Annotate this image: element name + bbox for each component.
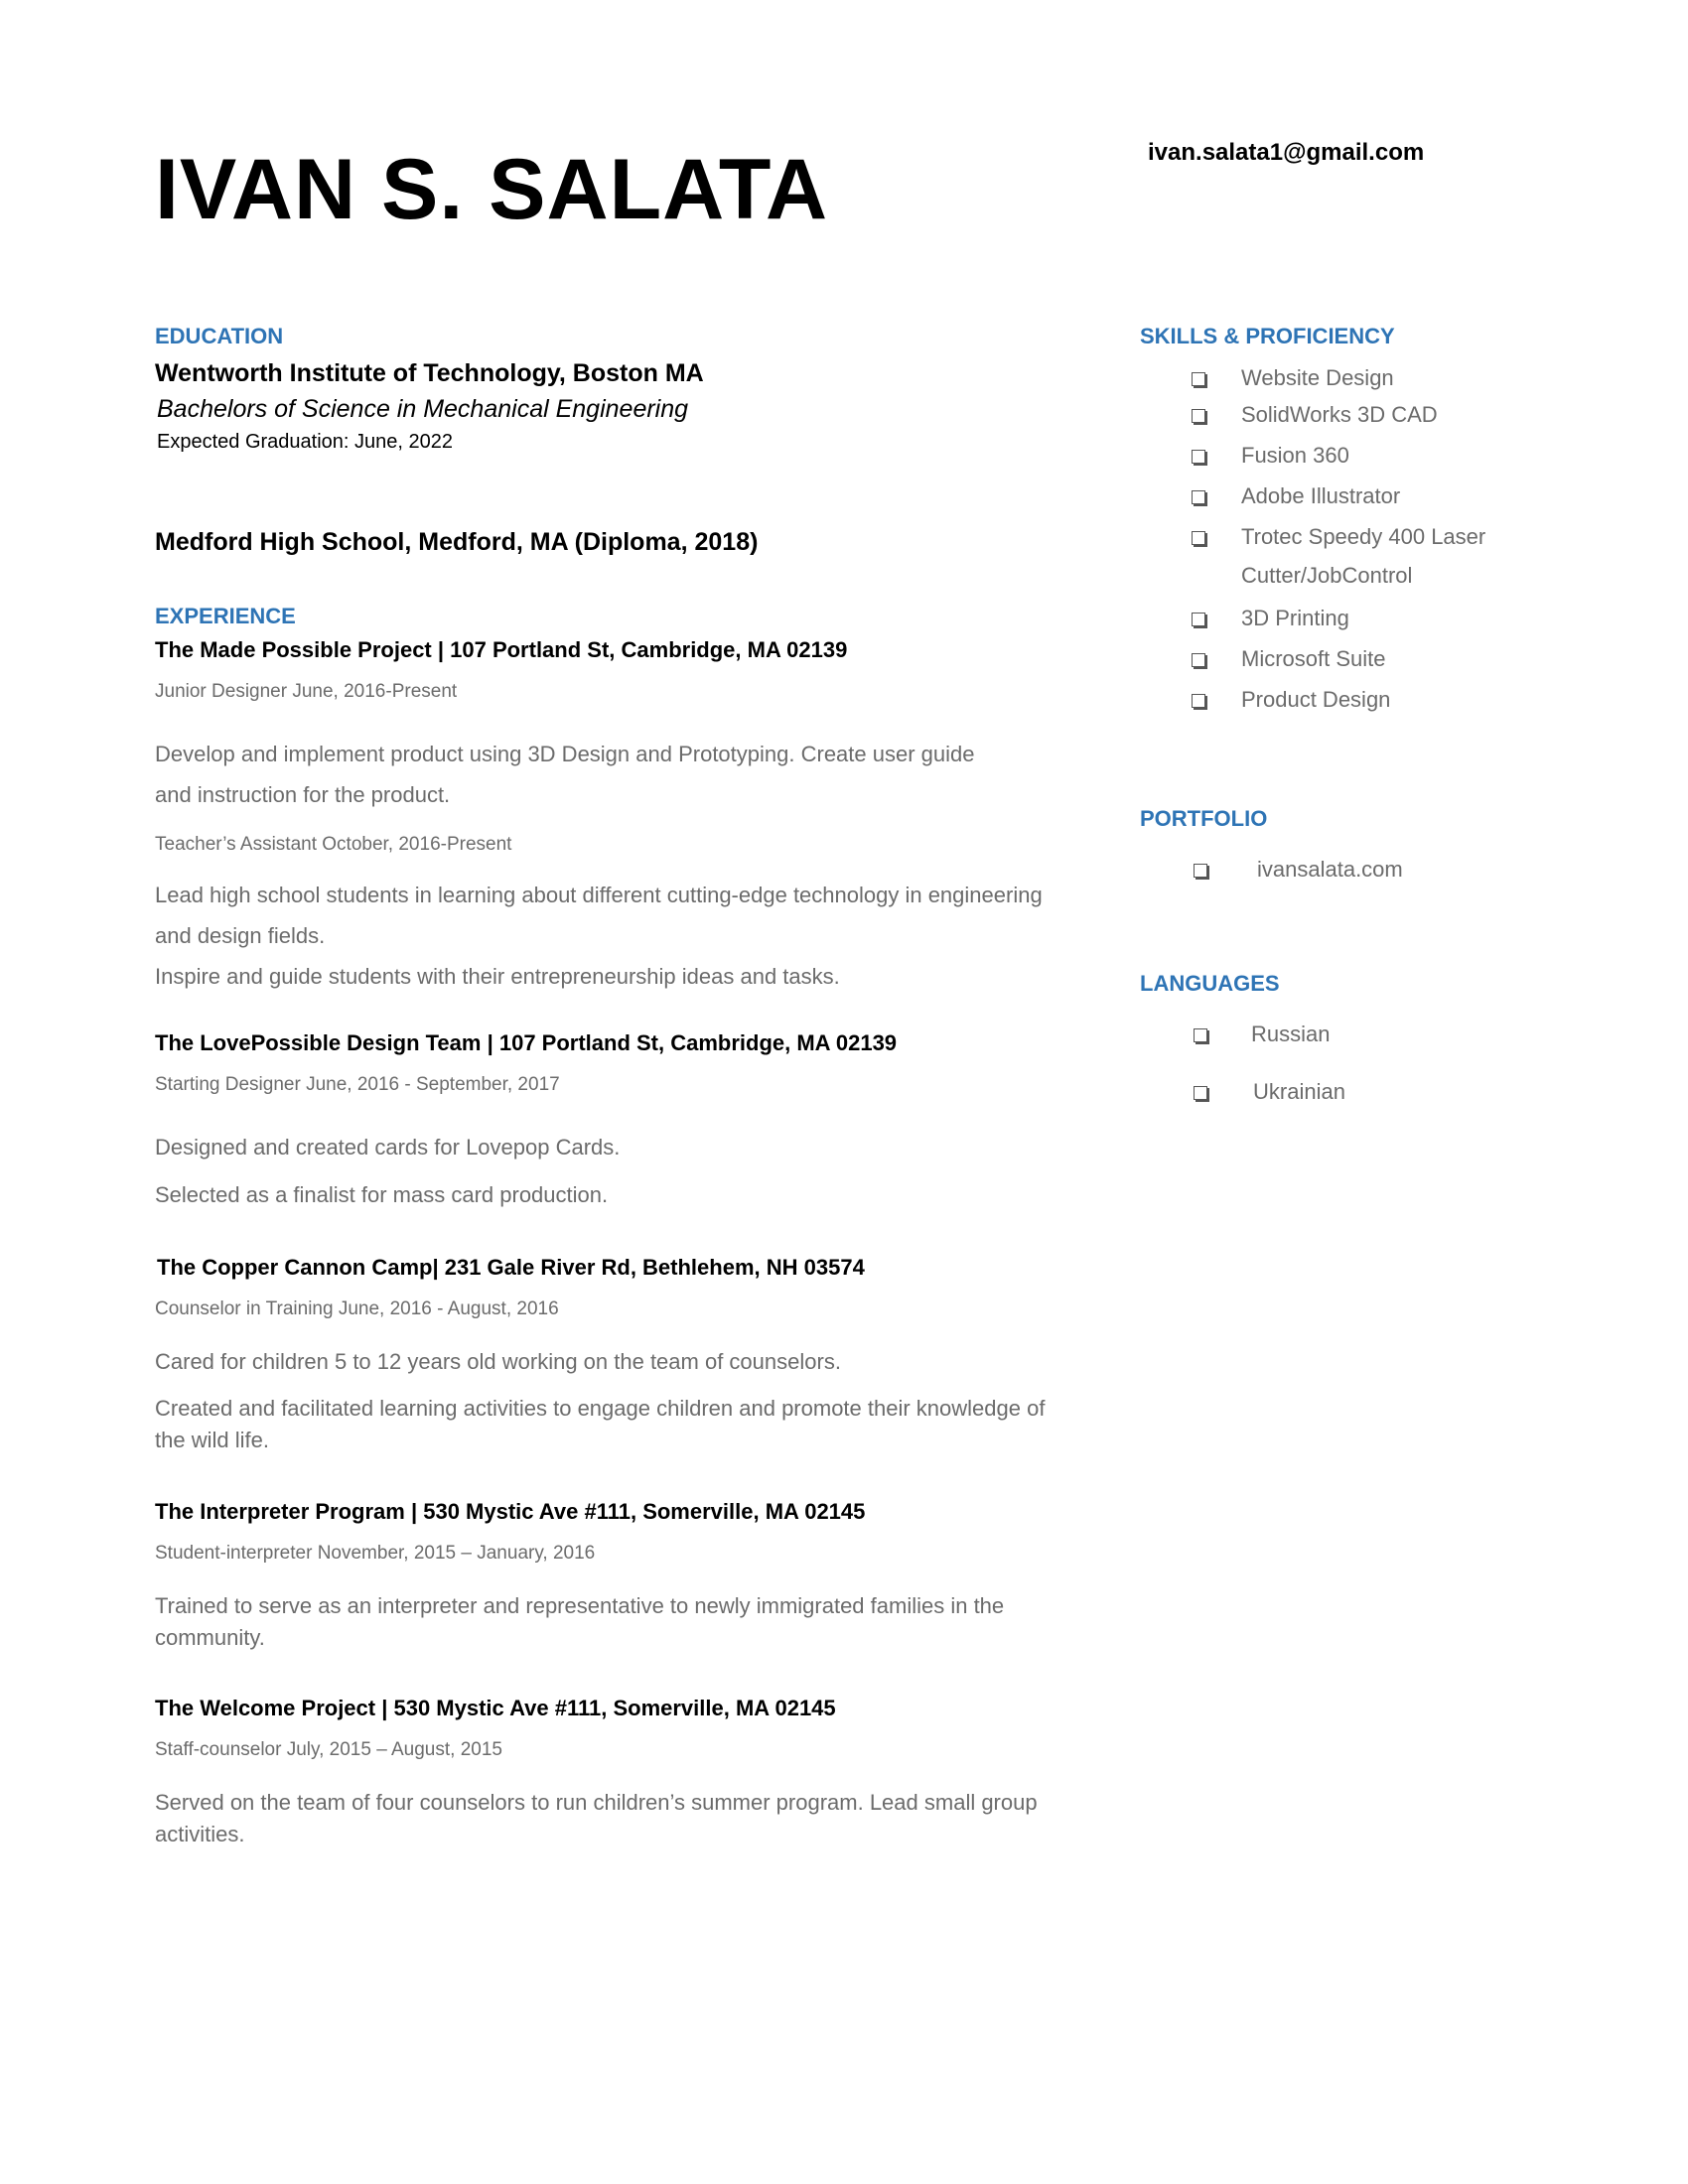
skill-item: Website Design xyxy=(1241,365,1394,390)
job-description: Designed and created cards for Lovepop Cards. xyxy=(155,1135,621,1160)
checkbox-icon xyxy=(1192,613,1205,626)
skill-item: Trotec Speedy 400 Laser xyxy=(1241,524,1486,549)
skill-item: Microsoft Suite xyxy=(1241,646,1386,671)
skill-item: 3D Printing xyxy=(1241,606,1349,630)
job-description: Inspire and guide students with their entrepreneurship ideas and tasks. xyxy=(155,964,840,989)
skill-item-continued: Cutter/JobControl xyxy=(1241,563,1413,588)
email-address[interactable]: ivan.salata1@gmail.com xyxy=(1148,139,1425,166)
checkbox-icon xyxy=(1192,653,1205,667)
skill-item: Product Design xyxy=(1241,687,1391,712)
job-organization: The Copper Cannon Camp| 231 Gale River Rd, Bethlehem, NH 03574 xyxy=(157,1255,865,1280)
checkbox-icon xyxy=(1192,490,1205,504)
checkbox-icon xyxy=(1192,372,1205,386)
language-item: Russian xyxy=(1251,1022,1331,1046)
degree: Bachelors of Science in Mechanical Engineering xyxy=(157,395,689,423)
skill-item: SolidWorks 3D CAD xyxy=(1241,402,1438,427)
job-description: Develop and implement product using 3D Design and Prototyping. Create user guide xyxy=(155,742,975,766)
portfolio-link[interactable]: ivansalata.com xyxy=(1257,857,1403,882)
job-organization: The LovePossible Design Team | 107 Portland St, Cambridge, MA 02139 xyxy=(155,1030,898,1055)
skills-heading: SKILLS & PROFICIENCY xyxy=(1140,324,1395,348)
job-role: Staff-counselor July, 2015 – August, 2015 xyxy=(155,1739,502,1760)
skill-item: Adobe Illustrator xyxy=(1241,483,1401,508)
high-school: Medford High School, Medford, MA (Diploma, 2018) xyxy=(155,528,759,556)
job-description: Lead high school students in learning about different cutting-edge technology in engineering xyxy=(155,883,1043,907)
portfolio-heading: PORTFOLIO xyxy=(1140,806,1268,831)
job-description: community. xyxy=(155,1625,265,1650)
language-item: Ukrainian xyxy=(1253,1079,1345,1104)
job-role: Teacher’s Assistant October, 2016-Present xyxy=(155,834,512,855)
checkbox-icon xyxy=(1194,1086,1207,1100)
candidate-name: IVAN S. SALATA xyxy=(155,142,829,237)
job-organization: The Interpreter Program | 530 Mystic Ave #111, Somerville, MA 02145 xyxy=(155,1499,866,1524)
checkbox-icon xyxy=(1194,1028,1207,1042)
checkbox-icon xyxy=(1194,864,1207,878)
job-description: Trained to serve as an interpreter and representative to newly immigrated families in the xyxy=(155,1593,1005,1618)
job-description: the wild life. xyxy=(155,1428,269,1452)
experience-heading: EXPERIENCE xyxy=(155,604,296,628)
languages-heading: LANGUAGES xyxy=(1140,971,1280,996)
university-name: Wentworth Institute of Technology, Boston MA xyxy=(155,359,704,387)
skill-item: Fusion 360 xyxy=(1241,443,1349,468)
job-organization: The Made Possible Project | 107 Portland St, Cambridge, MA 02139 xyxy=(155,637,848,662)
job-description: Selected as a finalist for mass card production. xyxy=(155,1182,609,1207)
checkbox-icon xyxy=(1192,531,1205,545)
checkbox-icon xyxy=(1192,694,1205,708)
job-role: Starting Designer June, 2016 - September, 2017 xyxy=(155,1074,560,1095)
job-role: Student-interpreter November, 2015 – January, 2016 xyxy=(155,1543,596,1564)
checkbox-icon xyxy=(1192,409,1205,423)
job-organization: The Welcome Project | 530 Mystic Ave #111, Somerville, MA 02145 xyxy=(155,1696,836,1720)
graduation-date: Expected Graduation: June, 2022 xyxy=(157,431,453,453)
job-description: Created and facilitated learning activities to engage children and promote their knowledge of xyxy=(155,1396,1046,1421)
job-role: Junior Designer June, 2016-Present xyxy=(155,681,458,702)
job-description: Cared for children 5 to 12 years old working on the team of counselors. xyxy=(155,1349,841,1374)
education-heading: EDUCATION xyxy=(155,324,284,348)
checkbox-icon xyxy=(1192,450,1205,464)
job-description: and design fields. xyxy=(155,923,326,948)
job-role: Counselor in Training June, 2016 - August, 2016 xyxy=(155,1298,559,1319)
job-description: activities. xyxy=(155,1822,245,1846)
job-description: and instruction for the product. xyxy=(155,782,451,807)
job-description: Served on the team of four counselors to run children’s summer program. Lead small group xyxy=(155,1790,1038,1815)
